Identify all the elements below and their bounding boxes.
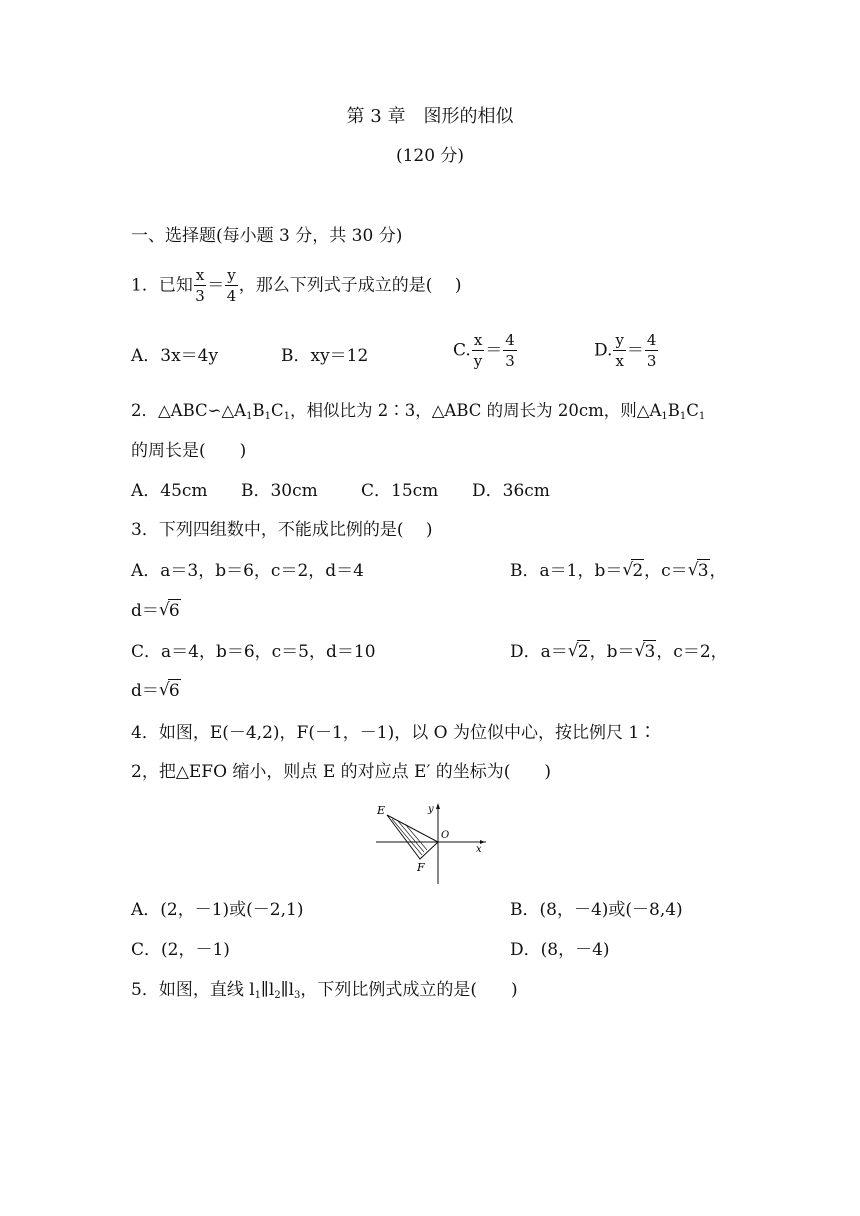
q1-option-d[interactable]: D. $\frac{y}{x}$ ＝ $\frac{4}{3}$ bbox=[594, 331, 657, 370]
question-5-stem: 5．如图，直线 $l_1\parallel l_2\parallel l_3$，下列比例式成立的是( ) bbox=[131, 980, 518, 1001]
label-x: x bbox=[476, 844, 482, 855]
q4-option-a[interactable]: A．(2，－1)或(－2,1) bbox=[131, 900, 304, 920]
q3-option-b[interactable]: B．a＝1，b＝ √ 2，c＝ √ 3， bbox=[510, 560, 727, 581]
fraction-x-over-3: $\frac{x}{3}$ bbox=[195, 266, 205, 305]
question-3-stem: 3．下列四组数中，不能成比例的是( ) bbox=[131, 520, 433, 540]
q3-option-a[interactable]: A．a＝3，b＝6，c＝2，d＝4 bbox=[131, 561, 364, 581]
triangle-efo bbox=[387, 815, 438, 859]
fraction-y-over-4: $\frac{y}{4}$ bbox=[226, 266, 237, 305]
label-f: F bbox=[417, 861, 425, 874]
q2-option-a[interactable]: A．45cm bbox=[131, 481, 208, 501]
section-heading: 一、选择题(每小题 3 分，共 30 分) bbox=[131, 226, 403, 246]
triangle-hatch-1 bbox=[392, 819, 422, 855]
q1-option-b[interactable]: B．xy＝12 bbox=[281, 346, 369, 366]
q1-option-a[interactable]: A．3x＝4y bbox=[131, 346, 219, 366]
q4-option-c[interactable]: C．(2，－1) bbox=[131, 940, 230, 960]
question-1-stem: 1．已知 $\frac{x}{3}$ ＝ $\frac{y}{4}$ ，那么下列式子成立的是( ) bbox=[131, 266, 462, 305]
q2-option-d[interactable]: D．36cm bbox=[472, 481, 550, 501]
q3-option-b-line2: d＝ √ 6 bbox=[131, 600, 180, 621]
total-score: (120 分) bbox=[395, 146, 465, 166]
y-axis-arrow bbox=[436, 803, 440, 809]
question-4-stem: 4．如图，E(－4,2)，F(－1，－1)，以 O 为位似中心，按比例尺 1∶ bbox=[131, 723, 657, 743]
triangle-hatch-3 bbox=[405, 824, 427, 850]
coordinate-figure bbox=[370, 795, 490, 890]
q3-option-d-line2: d＝ √ 6 bbox=[131, 680, 180, 701]
q2-option-c[interactable]: C．15cm bbox=[361, 481, 439, 501]
label-y: y bbox=[428, 804, 434, 815]
q3-option-d[interactable]: D．a＝ √ 2，b＝ √ 3，c＝2， bbox=[510, 641, 728, 662]
q3-option-c[interactable]: C．a＝4，b＝6，c＝5，d＝10 bbox=[131, 642, 376, 662]
page-title: 第 3 章 图形的相似 bbox=[346, 106, 514, 127]
question-2-stem-line2: 的周长是( ) bbox=[131, 441, 247, 461]
label-e: E bbox=[377, 804, 386, 817]
q4-option-d[interactable]: D．(8，－4) bbox=[510, 940, 610, 960]
q4-option-b[interactable]: B．(8，－4)或(－8,4) bbox=[510, 900, 683, 920]
question-4-stem-line2: 2，把△EFO 缩小，则点 E 的对应点 E′ 的坐标为( ) bbox=[131, 762, 551, 782]
q2-option-b[interactable]: B．30cm bbox=[241, 481, 318, 501]
question-2-stem: 2．$\triangle ABC∽\triangle A_1B_1C_1$，相似比为 2∶3，△ABC 的周长为 20cm，则$\triangle A_1B_1C_1$ bbox=[131, 401, 706, 422]
label-o: O bbox=[441, 830, 450, 841]
q1-option-c[interactable]: C. $\frac{x}{y}$ ＝ $\frac{4}{3}$ bbox=[453, 331, 515, 370]
